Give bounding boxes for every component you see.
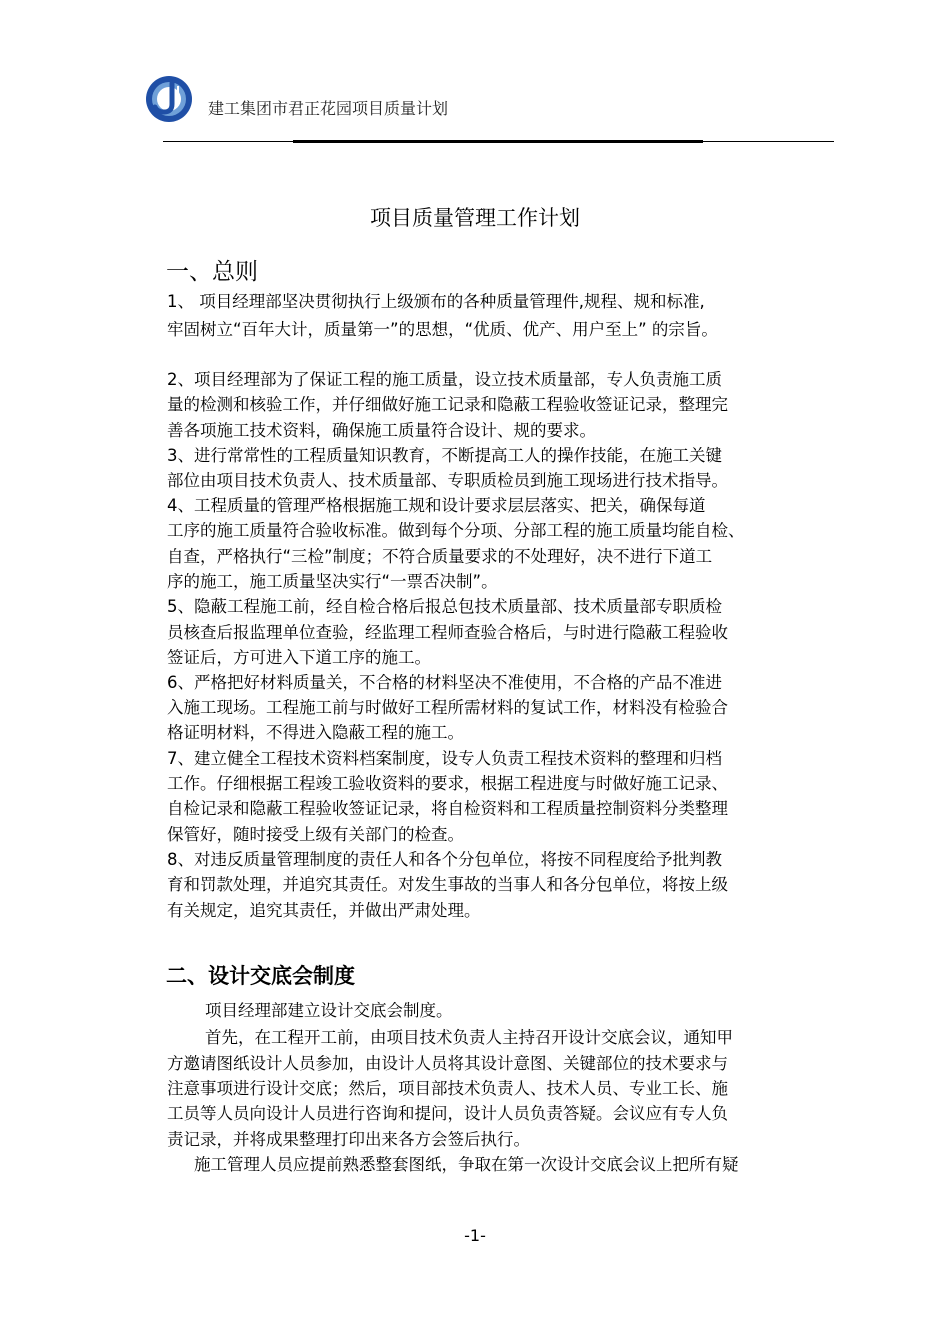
body-line: 注意事项进行设计交底；然后，项目部技术负责人、技术人员、专业工长、施	[167, 1079, 728, 1098]
body-line: 方邀请图纸设计人员参加，由设计人员将其设计意图、关键部位的技术要求与	[167, 1054, 728, 1073]
body-line: 2、项目经理部为了保证工程的施工质量，设立技术质量部，专人负责施工质	[167, 370, 722, 389]
body-line: 5、隐蔽工程施工前，经自检合格后报总包技术质量部、技术质量部专职质检	[167, 597, 722, 616]
body-line: 部位由项目技术负责人、技术质量部、专职质检员到施工现场进行技术指导。	[167, 471, 728, 490]
header-title: 建工集团市君正花园项目质量计划	[208, 99, 449, 118]
body-line: 序的施工，施工质量坚决实行“一票否决制”。	[167, 572, 498, 591]
body-line: 有关规定，追究其责任，并做出严肃处理。	[167, 901, 481, 920]
body-line: 责记录，并将成果整理打印出来各方会签后执行。	[167, 1130, 530, 1149]
body-line: 项目经理部建立设计交底会制度。	[205, 1001, 453, 1020]
body-line: 员核查后报监理单位查验，经监理工程师查验合格后，与时进行隐蔽工程验收	[167, 623, 728, 642]
body-line: 8、对违反质量管理制度的责任人和各个分包单位，将按不同程度给予批判教	[167, 850, 722, 869]
body-line: 自检记录和隐蔽工程验收签证记录，将自检资料和工程质量控制资料分类整理	[167, 799, 728, 818]
body-line: 工序的施工质量符合验收标准。做到每个分项、分部工程的施工质量均能自检、	[167, 521, 745, 540]
body-line: 7、建立健全工程技术资料档案制度，设专人负责工程技术资料的整理和归档	[167, 749, 722, 768]
body-line: 善各项施工技术资料，确保施工质量符合设计、规的要求。	[167, 421, 596, 440]
body-line: 4、工程质量的管理严格根据施工规和设计要求层层落实、把关，确保每道	[167, 496, 706, 515]
body-line: 自查，严格执行“三检”制度；不符合质量要求的不处理好，决不进行下道工	[167, 547, 713, 566]
body-line: 首先，在工程开工前，由项目技术负责人主持召开设计交底会议，通知甲	[205, 1028, 733, 1047]
body-line: 量的检测和核验工作，并仔细做好施工记录和隐蔽工程验收签证记录，整理完	[167, 395, 728, 414]
body-line: 工员等人员向设计人员进行咨询和提问，设计人员负责答疑。会议应有专人负	[167, 1104, 728, 1123]
section-2-heading: 二、设计交底会制度	[166, 964, 355, 988]
header-divider-thick	[293, 140, 703, 143]
body-line: 工作。仔细根据工程竣工验收资料的要求，根据工程进度与时做好施工记录、	[167, 774, 728, 793]
document-title: 项目质量管理工作计划	[370, 206, 580, 230]
body-line: 6、严格把好材料质量关，不合格的材料坚决不准使用，不合格的产品不准进	[167, 673, 722, 692]
body-line: 入施工现场。工程施工前与时做好工程所需材料的复试工作，材料没有检验合	[167, 698, 728, 717]
body-line: 1、 项目经理部坚决贯彻执行上级颁布的各种质量管理件,规程、规和标准,	[167, 292, 705, 311]
body-line: 格证明材料，不得进入隐蔽工程的施工。	[167, 723, 464, 742]
body-line: 3、进行常常性的工程质量知识教育，不断提高工人的操作技能，在施工关键	[167, 446, 722, 465]
body-line: 牢固树立“百年大计，质量第一”的思想，“优质、优产、用户至上” 的宗旨。	[167, 320, 718, 339]
company-logo-icon	[142, 74, 196, 124]
body-line: 签证后，方可进入下道工序的施工。	[167, 648, 431, 667]
section-1-heading: 一、总则	[166, 259, 258, 285]
body-line: 保管好，随时接受上级有关部门的检查。	[167, 825, 464, 844]
body-line: 育和罚款处理，并追究其责任。对发生事故的当事人和各分包单位，将按上级	[167, 875, 728, 894]
page-number: -1-	[464, 1226, 486, 1245]
body-line: 施工管理人员应提前熟悉整套图纸，争取在第一次设计交底会议上把所有疑	[194, 1155, 739, 1174]
